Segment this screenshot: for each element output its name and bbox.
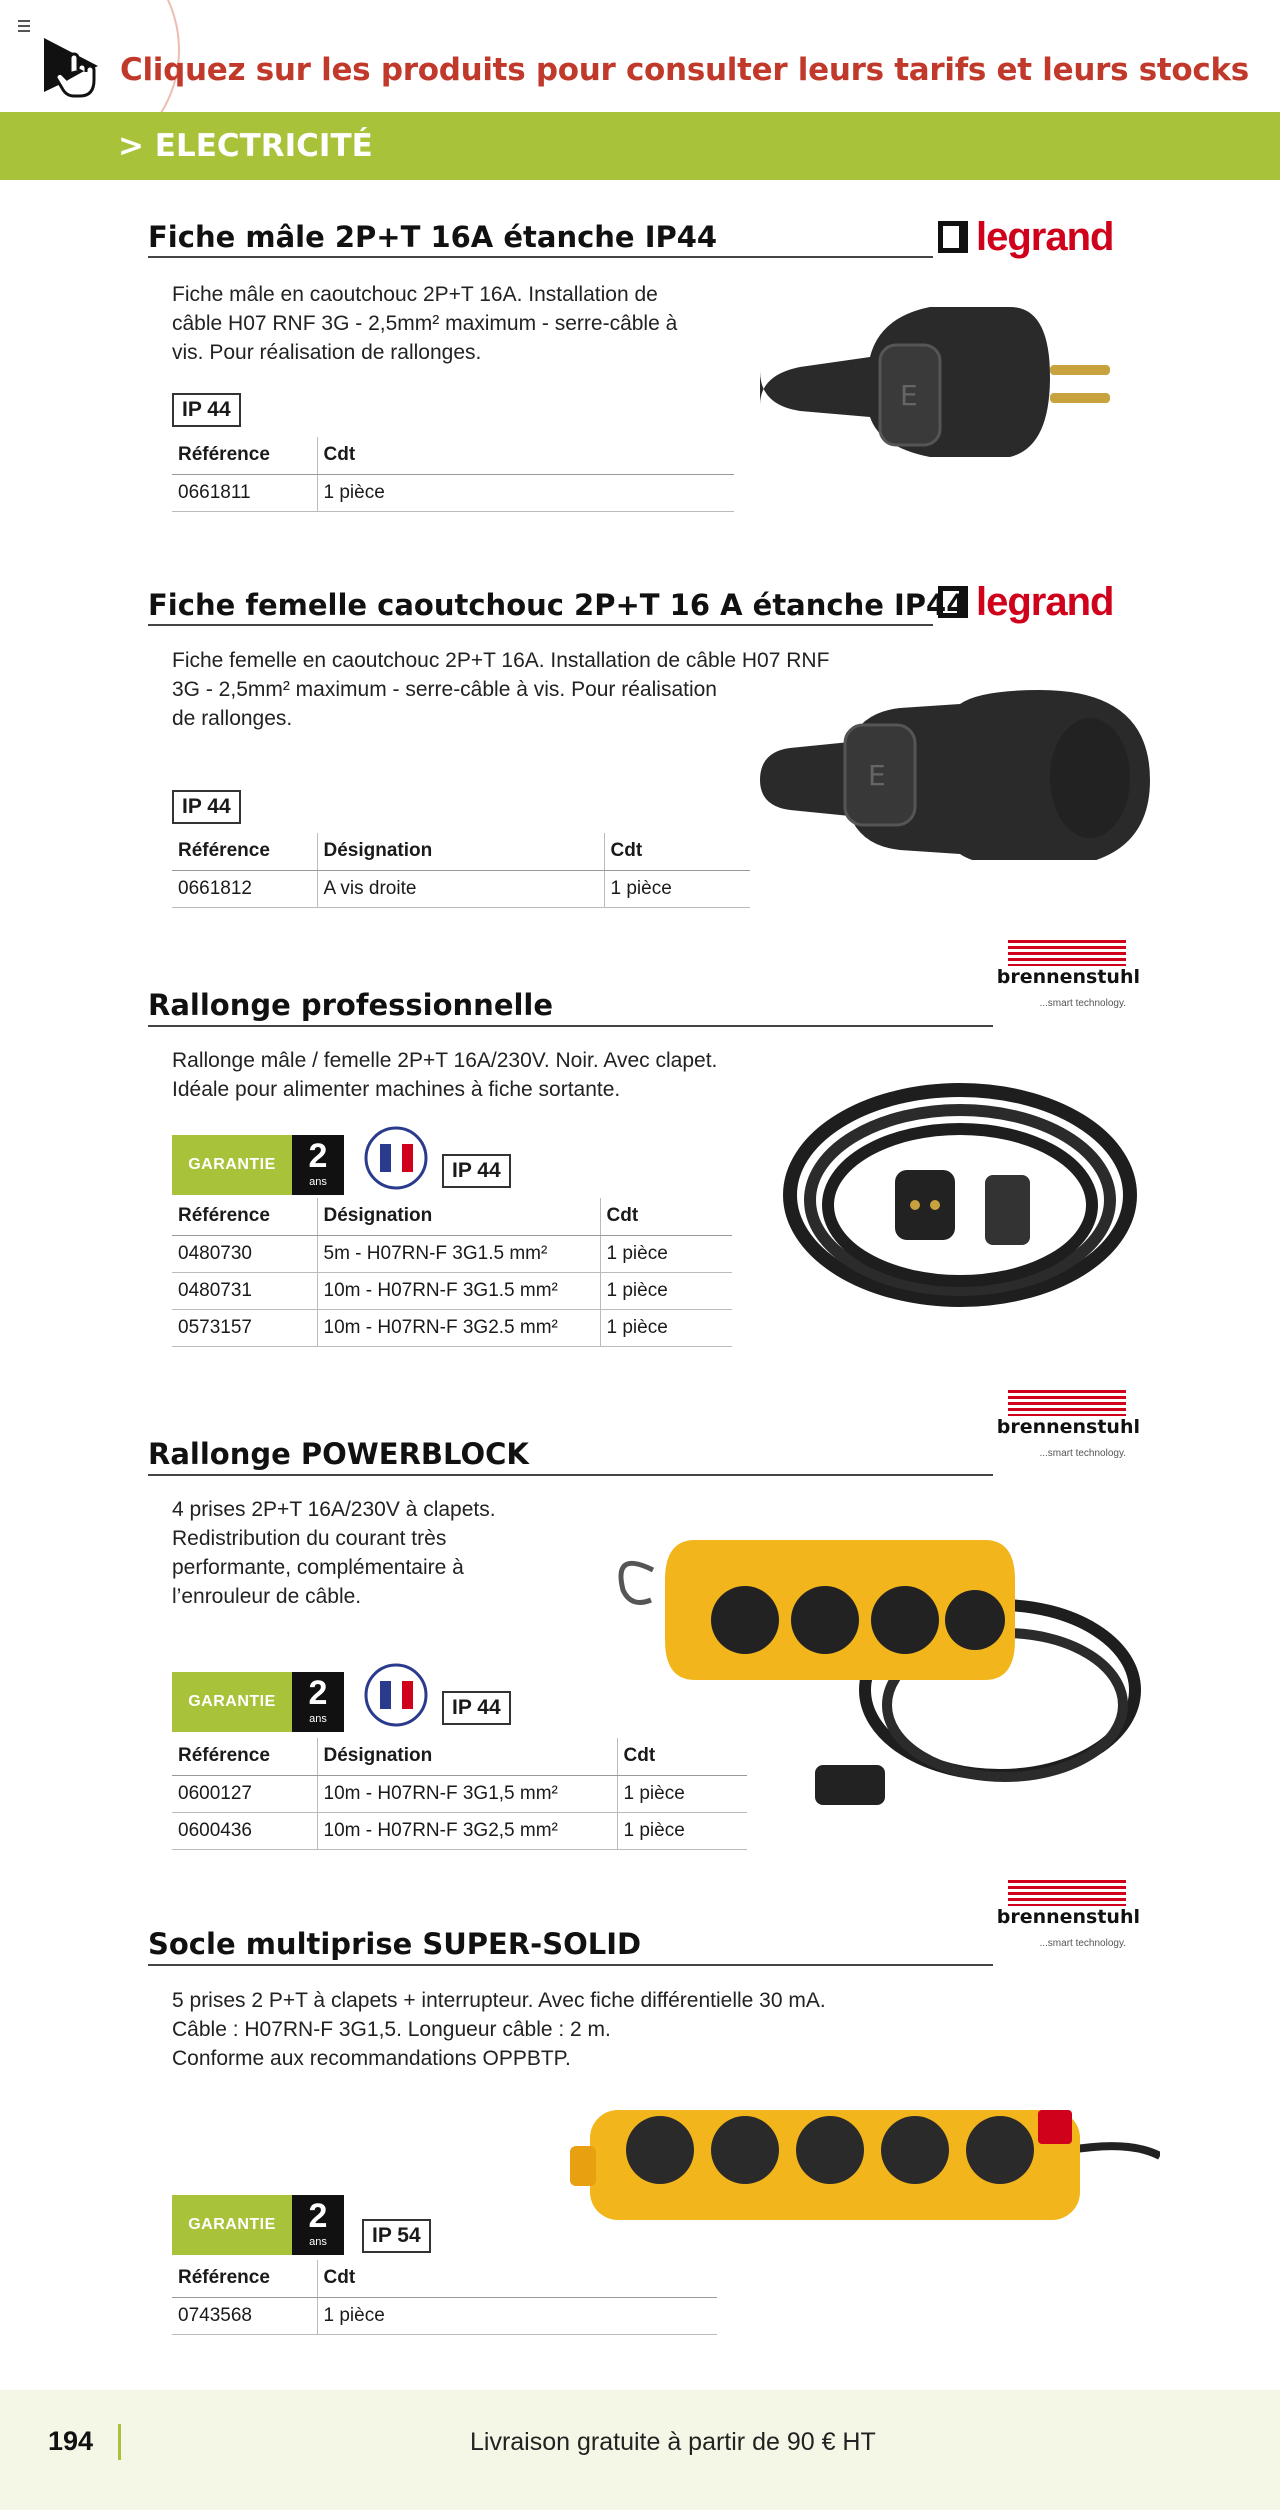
- table-row[interactable]: 0600436 10m - H07RN-F 3G2,5 mm² 1 pièce: [172, 1812, 747, 1849]
- title-rule: [148, 624, 933, 626]
- header-title: Cliquez sur les produits pour consulter leurs tarifs et leurs stocks: [120, 52, 1249, 88]
- table-row[interactable]: 0661811 1 pièce: [172, 474, 734, 511]
- svg-text:E: E: [900, 379, 918, 412]
- product-table: [172, 437, 734, 512]
- brennenstuhl-logo: brennenstuhl ...smart technology.: [980, 1390, 1140, 1459]
- title-rule: [148, 1964, 993, 1966]
- table-row[interactable]: 0480731 10m - H07RN-F 3G1.5 mm² 1 pièce: [172, 1272, 732, 1309]
- table-header: Référence Désignation Cdt: [172, 833, 750, 870]
- product-fiche-male[interactable]: [0, 215, 1280, 535]
- product-rallonge-pro[interactable]: [0, 940, 1280, 1380]
- garantie-badge: GARANTIE 2 ans: [172, 1672, 344, 1732]
- ip-rating-badge: IP 44: [172, 790, 241, 824]
- product-image-plug-female[interactable]: [750, 690, 1170, 860]
- ip-rating-badge: IP 54: [362, 2219, 431, 2253]
- menu-icon[interactable]: [18, 20, 30, 35]
- product-title[interactable]: Fiche femelle caoutchouc 2P+T 16 A étanche IP44: [148, 588, 967, 622]
- table-row[interactable]: 0600127 10m - H07RN-F 3G1,5 mm² 1 pièce: [172, 1775, 747, 1812]
- title-rule: [148, 1025, 993, 1027]
- product-title[interactable]: Rallonge POWERBLOCK: [148, 1437, 529, 1471]
- hand-pointer-icon: [40, 36, 110, 106]
- product-table: [172, 1198, 732, 1347]
- category-label: > ELECTRICITÉ: [118, 128, 373, 164]
- category-bar: [0, 112, 1280, 180]
- product-image-plug-male[interactable]: [740, 285, 1140, 495]
- brennenstuhl-logo: brennenstuhl ...smart technology.: [980, 1880, 1140, 1949]
- product-table: [172, 2260, 717, 2335]
- footer: [0, 2390, 1280, 2510]
- title-rule: [148, 256, 933, 258]
- product-title[interactable]: Fiche mâle 2P+T 16A étanche IP44: [148, 220, 718, 254]
- product-image-powerblock[interactable]: [605, 1510, 1145, 1840]
- footer-separator: [118, 2424, 121, 2460]
- product-description: 5 prises 2 P+T à clapets + interrupteur. Avec fiche différentielle 30 mA. Câble : H07RN-F 3G1,5. Longueur câble : 2 m. Conforme aux recommandations OPPBTP.: [172, 1989, 826, 2070]
- ip-rating-badge: IP 44: [442, 1691, 511, 1725]
- page-number: 194: [48, 2426, 94, 2456]
- table-row[interactable]: 0743568 1 pièce: [172, 2297, 717, 2334]
- svg-text:E: E: [868, 759, 886, 792]
- legrand-logo: legrand: [938, 215, 1113, 260]
- product-image-extension-cord[interactable]: [775, 1060, 1145, 1320]
- fabrique-en-france-icon: [364, 1126, 428, 1190]
- table-row[interactable]: 0661812 A vis droite 1 pièce: [172, 870, 750, 907]
- product-description: 4 prises 2P+T 16A/230V à clapets. Redistribution du courant très performante, complémentaire à l’enrouleur de câble.: [172, 1498, 496, 1608]
- garantie-badge: GARANTIE 2 ans: [172, 1135, 344, 1195]
- product-image-multiprise[interactable]: [560, 2090, 1160, 2230]
- ip-rating-badge: IP 44: [442, 1154, 511, 1188]
- shipping-notice: Livraison gratuite à partir de 90 € HT: [470, 2428, 876, 2456]
- table-header: Référence Désignation Cdt: [172, 1198, 732, 1235]
- brennenstuhl-logo: brennenstuhl ...smart technology.: [980, 940, 1140, 1009]
- product-rallonge-powerblock[interactable]: [0, 1390, 1280, 1880]
- product-table: [172, 833, 750, 908]
- table-header: Référence Cdt: [172, 2260, 717, 2297]
- title-rule: [148, 1474, 993, 1476]
- fabrique-en-france-icon: [364, 1663, 428, 1727]
- product-title[interactable]: Socle multiprise SUPER-SOLID: [148, 1927, 642, 1961]
- ip-rating-badge: IP 44: [172, 393, 241, 427]
- product-title[interactable]: Rallonge professionnelle: [148, 988, 554, 1022]
- product-description: Fiche mâle en caoutchouc 2P+T 16A. Installation de câble H07 RNF 3G - 2,5mm² maximum - serre-câble à vis. Pour réalisation de rallonges.: [172, 283, 678, 364]
- product-fiche-femelle[interactable]: [0, 580, 1280, 920]
- table-header: Référence Désignation Cdt: [172, 1738, 747, 1775]
- product-socle-multiprise[interactable]: [0, 1880, 1280, 2340]
- product-description: Rallonge mâle / femelle 2P+T 16A/230V. Noir. Avec clapet. Idéale pour alimenter machines à fiche sortante.: [172, 1049, 718, 1101]
- garantie-badge: GARANTIE 2 ans: [172, 2195, 344, 2255]
- table-row[interactable]: 0573157 10m - H07RN-F 3G2.5 mm² 1 pièce: [172, 1309, 732, 1346]
- legrand-logo: legrand: [938, 580, 1113, 625]
- product-description: Fiche femelle en caoutchouc 2P+T 16A. Installation de câble H07 RNF 3G - 2,5mm² maximum - serre-câble à vis. Pour réalisation de rallonges.: [172, 649, 830, 730]
- table-header: Référence Cdt: [172, 437, 734, 474]
- table-row[interactable]: 0480730 5m - H07RN-F 3G1.5 mm² 1 pièce: [172, 1235, 732, 1272]
